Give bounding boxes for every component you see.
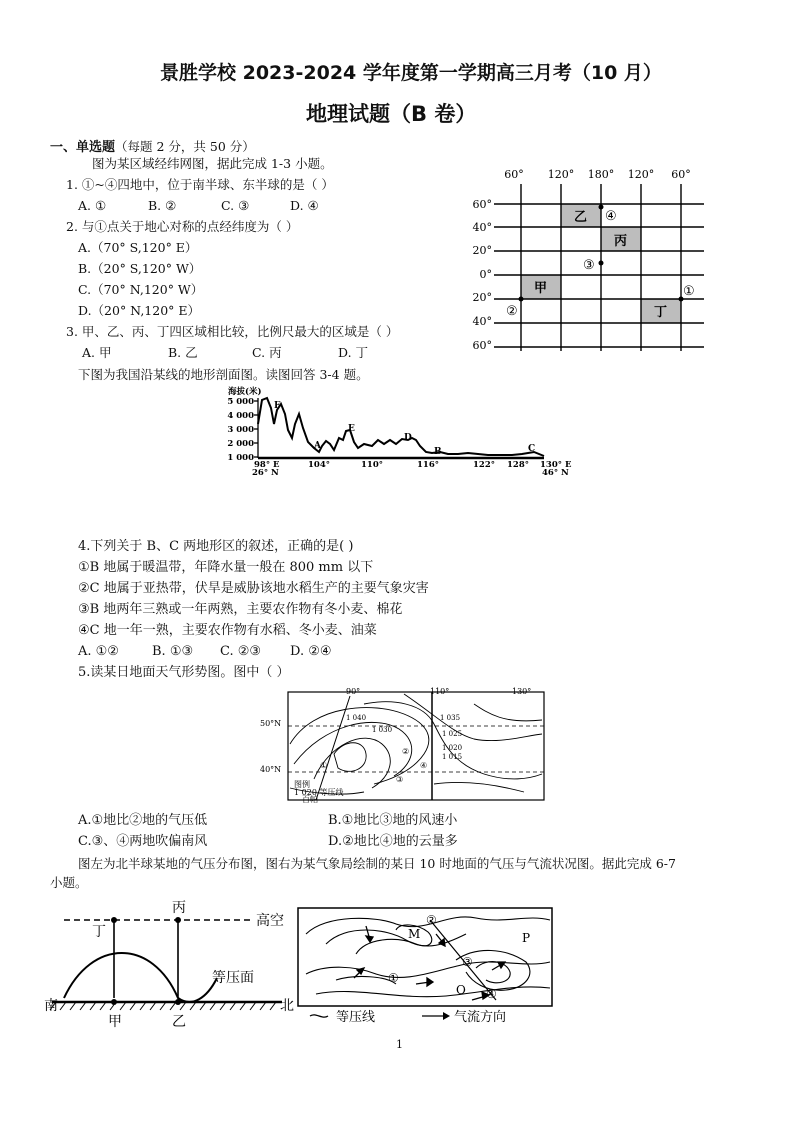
grid-lat-label: 0° (479, 268, 492, 281)
q2-stem: 2. 与①点关于地心对称的点经纬度为（ ） (66, 219, 299, 234)
legend-flow: 气流方向 (454, 1010, 507, 1025)
q4-statement: ③B 地两年三熟或一年两熟，主要农作物有冬小麦、棉花 (78, 602, 403, 617)
label-south: 南 (44, 998, 58, 1014)
profile-ytick: 2 000 (227, 439, 254, 449)
point-label: ① (683, 284, 695, 299)
profile-ylabel: 海拔(米) (228, 387, 262, 397)
q5-option-d: D.②地比④地的云量多 (328, 834, 458, 849)
profile-point: A (314, 441, 321, 451)
region-label: 丁 (654, 305, 668, 320)
grid-lat-label: 40° (472, 221, 492, 234)
q2-option-c: C.（70° N,120° W） (78, 282, 204, 297)
profile-point: D (404, 433, 412, 443)
grid-lat-label: 20° (472, 244, 492, 257)
page-title: 景胜学校 2023-2024 学年度第一学期高三月考（10 月） (160, 62, 662, 84)
intro-3-cont: 小题。 (50, 875, 88, 890)
q4-statement: ①B 地属于暖温带，年降水量一般在 800 mm 以下 (78, 560, 374, 575)
flow-label: O (456, 983, 466, 997)
q4-option-a: A. ①② (78, 644, 119, 659)
wm-isobar-label: 1 030 (372, 726, 393, 734)
q3-stem: 3. 甲、乙、丙、丁四区域相比较，比例尺最大的区域是（ ） (66, 324, 399, 339)
wm-legend-title: 图例 (294, 780, 310, 789)
grid-lat-label: 40° (472, 315, 492, 328)
q1-option-d: D. ④ (290, 198, 319, 213)
wm-isobar-label: 1 035 (440, 714, 461, 722)
q1-option-a: A. ① (78, 198, 107, 213)
label-ding: 丁 (92, 924, 106, 940)
grid-lat-label: 60° (472, 198, 492, 211)
label-jia: 甲 (108, 1014, 122, 1030)
region-label: 甲 (534, 281, 548, 296)
q3-option-b: B. 乙 (168, 345, 198, 360)
region-label: 乙 (574, 210, 588, 225)
label-high: 高空 (256, 913, 284, 929)
flow-label: M (408, 927, 421, 941)
q1-stem: 1. ①~④四地中，位于南半球、东半球的是（ ） (66, 177, 334, 192)
wm-isobar-label: 1 020 (442, 744, 463, 752)
grid-map (466, 164, 710, 358)
profile-start-lon: 98° E (254, 460, 280, 470)
label-isobaric: 等压面 (212, 970, 254, 986)
point-label: ③ (583, 258, 595, 273)
wm-lon-label: 90° (346, 687, 361, 696)
section-note: （每题 2 分，共 50 分） (115, 139, 255, 154)
profile-point: C (528, 444, 536, 454)
grid-lon-label: 60° (671, 168, 691, 181)
q4-statement: ②C 地属于亚热带，伏旱是威胁该地水稻生产的主要气象灾害 (78, 581, 429, 596)
q5-option-b: B.①地比③地的风速小 (328, 813, 458, 828)
grid-lon-label: 120° (627, 168, 655, 181)
grid-lat-label: 60° (472, 339, 492, 352)
wm-isobar-label: 1 015 (442, 753, 463, 761)
wm-lon-label: 130° (512, 687, 532, 696)
q2-option-d: D.（20° N,120° E） (78, 303, 200, 318)
profile-end-lon: 130° E (540, 460, 572, 470)
profile-point: B (434, 447, 442, 457)
profile-point: F (274, 401, 281, 411)
wm-lon-label: 110° (430, 687, 450, 696)
q1-option-b: B. ② (148, 198, 177, 213)
grid-lon-label: 120° (547, 168, 575, 181)
intro-2: 下图为我国沿某线的地形剖面图。读图回答 3-4 题。 (78, 367, 369, 382)
profile-line (258, 398, 544, 456)
point-label: ② (506, 304, 518, 319)
legend-isobar: 等压线 (336, 1010, 376, 1025)
q4-option-c: C. ②③ (220, 644, 262, 659)
q4-statement: ④C 地一年一熟，主要农作物有水稻、冬小麦、油菜 (78, 623, 377, 638)
q3-option-c: C. 丙 (252, 345, 282, 360)
profile-xtick: 122° (473, 460, 495, 470)
intro-1: 图为某区域经纬网图，据此完成 1-3 小题。 (92, 156, 333, 171)
q5-stem: 5.读某日地面天气形势图。图中（ ） (78, 665, 290, 680)
profile-ytick: 3 000 (227, 425, 254, 435)
q4-option-b: B. ①③ (152, 644, 194, 659)
profile-ytick: 1 000 (227, 453, 254, 463)
pressure-diagram (42, 898, 294, 1030)
profile-end-lat: 46° N (542, 468, 569, 476)
label-bing: 丙 (172, 900, 186, 916)
page-number: 1 (396, 1038, 403, 1051)
svg-text:③: ③ (396, 775, 404, 784)
svg-text:②: ② (402, 747, 410, 756)
wm-isobar-label: 1 040 (346, 714, 367, 722)
q2-option-a: A.（70° S,120° E） (78, 240, 198, 255)
profile-start-lat: 26° N (252, 468, 279, 476)
wm-lat-label: 40°N (260, 765, 282, 774)
grid-lon-label: 180° (587, 168, 615, 181)
weather-map (254, 684, 550, 804)
q4-option-d: D. ②④ (290, 644, 332, 659)
profile-ytick: 4 000 (227, 411, 254, 421)
wm-legend-unit: 百帕 (302, 795, 318, 804)
q5-option-a: A.①地比②地的气压低 (78, 813, 208, 828)
wm-legend-text: 1 020 等压线 (294, 788, 344, 797)
wm-lat-label: 50°N (260, 719, 282, 728)
profile-xtick: 116° (417, 460, 439, 470)
q4-stem: 4.下列关于 B、C 两地形区的叙述，正确的是( ) (78, 539, 354, 554)
profile-xtick: 104° (308, 460, 330, 470)
point-label: ④ (605, 209, 617, 224)
profile-xtick: 110° (361, 460, 383, 470)
q2-option-b: B.（20° S,120° W） (78, 261, 202, 276)
flow-label: ③ (462, 955, 473, 969)
profile-ytick: 5 000 (227, 397, 254, 407)
intro-3: 图左为北半球某地的气压分布图，图右为某气象局绘制的某日 10 时地面的气压与气流状况图。据此完成 6-7 (78, 856, 676, 871)
q1-option-c: C. ③ (221, 198, 250, 213)
label-north: 北 (280, 998, 294, 1014)
q3-option-d: D. 丁 (338, 345, 369, 360)
flow-label: ④ (486, 987, 497, 1001)
label-yi: 乙 (172, 1014, 186, 1030)
page-subtitle: 地理试题（B 卷） (306, 102, 477, 126)
flow-label: P (522, 931, 531, 945)
flow-label: ① (388, 971, 399, 985)
section-title: 一、单选题 (50, 140, 116, 155)
svg-text:①: ① (320, 761, 328, 770)
flow-map (296, 904, 558, 1026)
grid-lat-label: 20° (472, 291, 492, 304)
q3-option-a: A. 甲 (82, 345, 112, 360)
profile-xtick: 128° (507, 460, 529, 470)
grid-lon-label: 60° (504, 168, 524, 181)
svg-text:④: ④ (420, 761, 428, 770)
q5-option-c: C.③、④两地吹偏南风 (78, 834, 208, 849)
terrain-profile (222, 384, 584, 476)
flow-label: ② (426, 913, 437, 927)
wm-isobar-label: 1 025 (442, 730, 463, 738)
region-label: 丙 (614, 234, 628, 249)
profile-point: E (348, 424, 355, 434)
section-heading (50, 136, 255, 155)
